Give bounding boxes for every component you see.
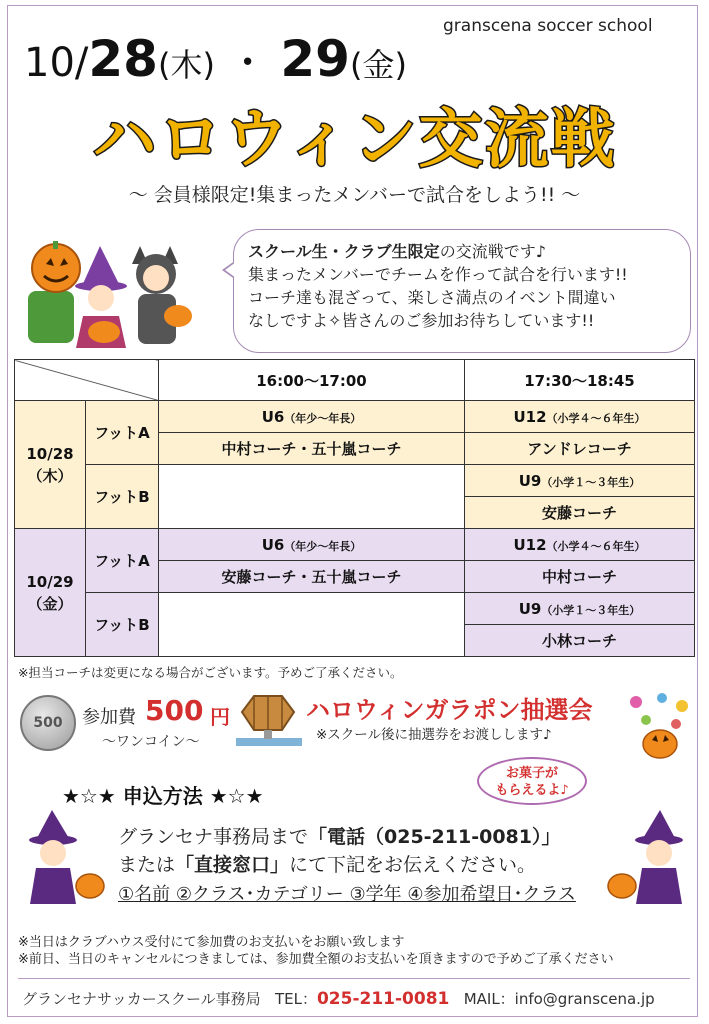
subtitle: ～ 会員様限定!集まったメンバーで試合をしよう!! ～ [128, 184, 581, 206]
fee-unit: 円 [210, 705, 230, 729]
witch-right-icon [604, 808, 694, 906]
day-cell [15, 529, 86, 657]
footer [22, 988, 655, 1009]
apply-phone: 「電話（025-211-0081）」 [308, 826, 561, 848]
class-cell [465, 401, 695, 433]
empty-cell [159, 593, 465, 657]
footer-tel: 025-211-0081 [316, 989, 450, 1009]
class-name: U12 [513, 407, 547, 426]
day-dow: （金） [27, 594, 73, 613]
time-slot-1: 16:00～17:00 [159, 360, 465, 401]
class-cell [465, 529, 695, 561]
class-label: フットB [86, 593, 159, 657]
schedule-table [14, 359, 695, 657]
bubble-line4: なしですよ✧皆さんのご参加お待ちしています!! [248, 311, 595, 330]
apply-line1 [118, 822, 561, 849]
apply-line2-post: にて下記をお伝えください。 [289, 854, 537, 876]
bubble-tail-inner [225, 262, 236, 278]
table-row [15, 593, 695, 625]
bubble-line1: の交流戦です♪ [439, 242, 546, 261]
footer-tel-label: TEL： [274, 990, 317, 1008]
bubble-line2: 集まったメンバーでチームを作って試合を行います!! [248, 265, 628, 284]
apply-heading: ★☆★ 申込方法 ★☆★ [62, 784, 264, 808]
class-name: U6 [261, 535, 285, 554]
date-dow2: (金) [349, 46, 407, 84]
table-header-row [15, 360, 695, 401]
coach-cell: 中村コーチ・五十嵐コーチ [159, 433, 465, 465]
table-row [15, 401, 695, 433]
apply-items: ①名前 ②クラス･カテゴリー ③学年 ④参加希望日･クラス [118, 884, 576, 905]
coach-cell: 安藤コーチ・五十嵐コーチ [159, 561, 465, 593]
candy-badge [477, 757, 587, 805]
class-age: （小学４～６年生） [546, 411, 646, 425]
date-day1: 28 [88, 30, 158, 88]
coach-change-note: ※担当コーチは変更になる場合がございます。予めご了承ください。 [18, 665, 403, 680]
school-name: granscena soccer school [443, 16, 653, 36]
class-name: U9 [518, 599, 542, 618]
class-age: （小学１～３年生） [541, 475, 641, 489]
halloween-kids-illustration [20, 236, 202, 354]
footer-office: グランセナサッカースクール事務局 [22, 990, 261, 1008]
class-age: （年少～年長） [284, 411, 362, 425]
witch-left-icon [18, 808, 108, 906]
lottery-subtitle: ※スクール後に抽選券をお渡しします♪ [316, 727, 552, 743]
coach-cell: 中村コーチ [465, 561, 695, 593]
class-cell [465, 593, 695, 625]
table-row [15, 529, 695, 561]
class-name: U9 [518, 471, 542, 490]
class-age: （年少～年長） [284, 539, 362, 553]
class-label: フットB [86, 465, 159, 529]
class-age: （小学４～６年生） [546, 539, 646, 553]
lottery-title: ハロウィンガラポン抽選会 [306, 696, 593, 724]
header-corner-cell [15, 360, 159, 401]
day-date: 10/29 [26, 572, 74, 591]
event-dates [24, 30, 407, 88]
apply-line1-pre: グランセナ事務局まで [118, 826, 309, 848]
class-label: フットA [86, 529, 159, 593]
note-line: ※当日はクラブハウス受付にて参加費のお支払いをお願い致します [18, 935, 405, 950]
class-label: フットA [86, 401, 159, 465]
empty-cell [159, 465, 465, 529]
bubble-highlight: スクール生・クラブ生限定 [248, 242, 440, 261]
date-day2: 29 [280, 30, 350, 88]
date-separator: ・ [214, 40, 281, 86]
apply-line2-pre: または [118, 854, 176, 876]
fee-amount: 500 [145, 694, 204, 727]
candy-badge-line1: お菓子が [505, 766, 558, 781]
bubble-line3: コーチ達も混ざって、楽しさ満点のイベント間違い [248, 288, 616, 307]
candy-badge-line2: もらえるよ♪ [495, 783, 569, 798]
payment-notes [18, 934, 614, 968]
date-dow1: (木) [157, 46, 215, 84]
apply-line2 [118, 850, 536, 877]
lottery-machine-icon [232, 690, 306, 750]
day-cell [15, 401, 86, 529]
table-row [15, 465, 695, 497]
day-dow: （木） [27, 466, 73, 485]
candy-pumpkin-icon [622, 690, 694, 762]
class-cell [465, 465, 695, 497]
class-cell [159, 401, 465, 433]
day-date: 10/28 [26, 444, 74, 463]
coach-cell: アンドレコーチ [465, 433, 695, 465]
coin-icon: 500 [20, 695, 76, 751]
footer-divider [18, 978, 690, 979]
coach-cell: 安藤コーチ [465, 497, 695, 529]
class-name: U12 [513, 535, 547, 554]
time-slot-2: 17:30～18:45 [465, 360, 695, 401]
fee-subtitle: ～ワンコイン～ [102, 734, 200, 750]
page-title: ハロウィン交流戦 [92, 103, 617, 177]
class-cell [159, 529, 465, 561]
note-line: ※前日、当日のキャンセルにつきましては、参加費全額のお支払いを頂きますので予めご了承ください [18, 952, 614, 967]
speech-bubble [233, 229, 691, 353]
date-month: 10/ [24, 40, 89, 86]
class-name: U6 [261, 407, 285, 426]
fee-label: 参加費 [82, 707, 136, 728]
footer-mail: MAIL：info@granscena.jp [463, 990, 655, 1008]
apply-window: 「直接窓口」 [175, 854, 290, 876]
coach-cell: 小林コーチ [465, 625, 695, 657]
class-age: （小学１～３年生） [541, 603, 641, 617]
